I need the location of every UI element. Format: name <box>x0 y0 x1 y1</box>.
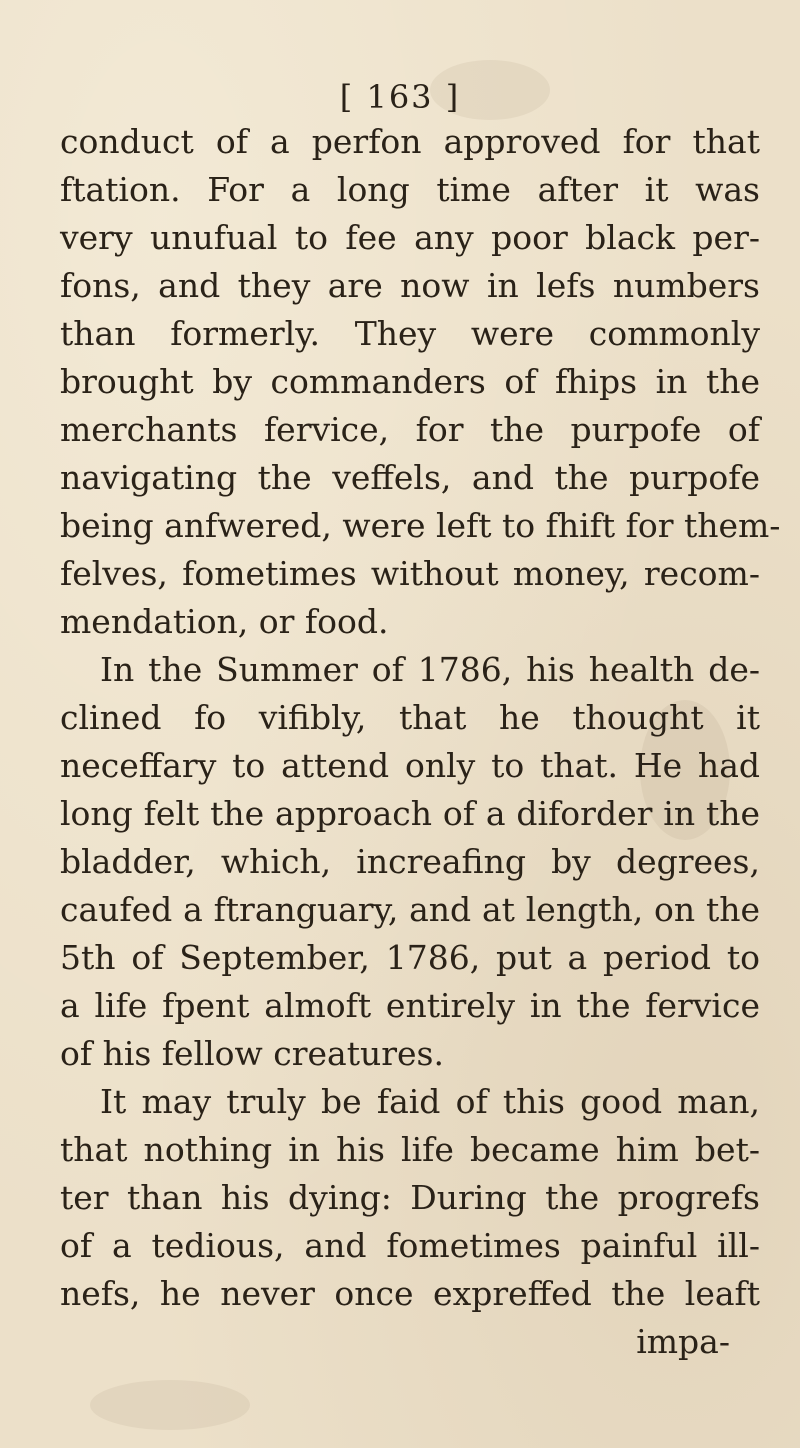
text-line: neceffary to attend only to that. He had <box>60 746 760 785</box>
text-line: fons, and they are now in lefs numbers <box>60 266 760 305</box>
text-line: bladder, which, increafing by degrees, <box>60 842 760 881</box>
catchword: impa- <box>636 1322 730 1361</box>
text-line: caufed a ftranguary, and at length, on the <box>60 890 760 929</box>
text-line: conduct of a perfon approved for that <box>60 122 760 161</box>
text-line: clined fo vifibly, that he thought it <box>60 698 760 737</box>
text-line: mendation, or food. <box>60 602 389 641</box>
text-line: felves, fometimes without money, recom- <box>60 554 760 593</box>
paper-stain <box>90 1380 250 1430</box>
text-line: It may truly be faid of this good man, <box>100 1082 760 1121</box>
text-line: a life fpent almoft entirely in the fervice <box>60 986 760 1025</box>
body-text <box>60 118 781 1366</box>
text-line: very unufual to fee any poor black per- <box>60 218 760 257</box>
text-line: long felt the approach of a diforder in the <box>60 794 760 833</box>
text-line: In the Summer of 1786, his health de- <box>100 650 760 689</box>
text-line: of his fellow creatures. <box>60 1034 444 1073</box>
text-line: ter than his dying: During the progrefs <box>60 1178 760 1217</box>
text-line: that nothing in his life became him bet- <box>60 1130 760 1169</box>
text-line: brought by commanders of fhips in the <box>60 362 760 401</box>
text-line: of a tedious, and fometimes painful ill- <box>60 1226 760 1265</box>
page-number-header: [ 163 ] <box>339 78 461 116</box>
text-line: than formerly. They were commonly <box>60 314 760 353</box>
text-line: being anfwered, were left to fhift for them- <box>60 506 781 545</box>
text-line: nefs, he never once expreffed the leaft <box>60 1274 760 1313</box>
text-line: ftation. For a long time after it was <box>60 170 760 209</box>
text-line: 5th of September, 1786, put a period to <box>60 938 760 977</box>
text-line: merchants fervice, for the purpofe of <box>60 410 760 449</box>
text-line: navigating the veffels, and the purpofe <box>60 458 760 497</box>
